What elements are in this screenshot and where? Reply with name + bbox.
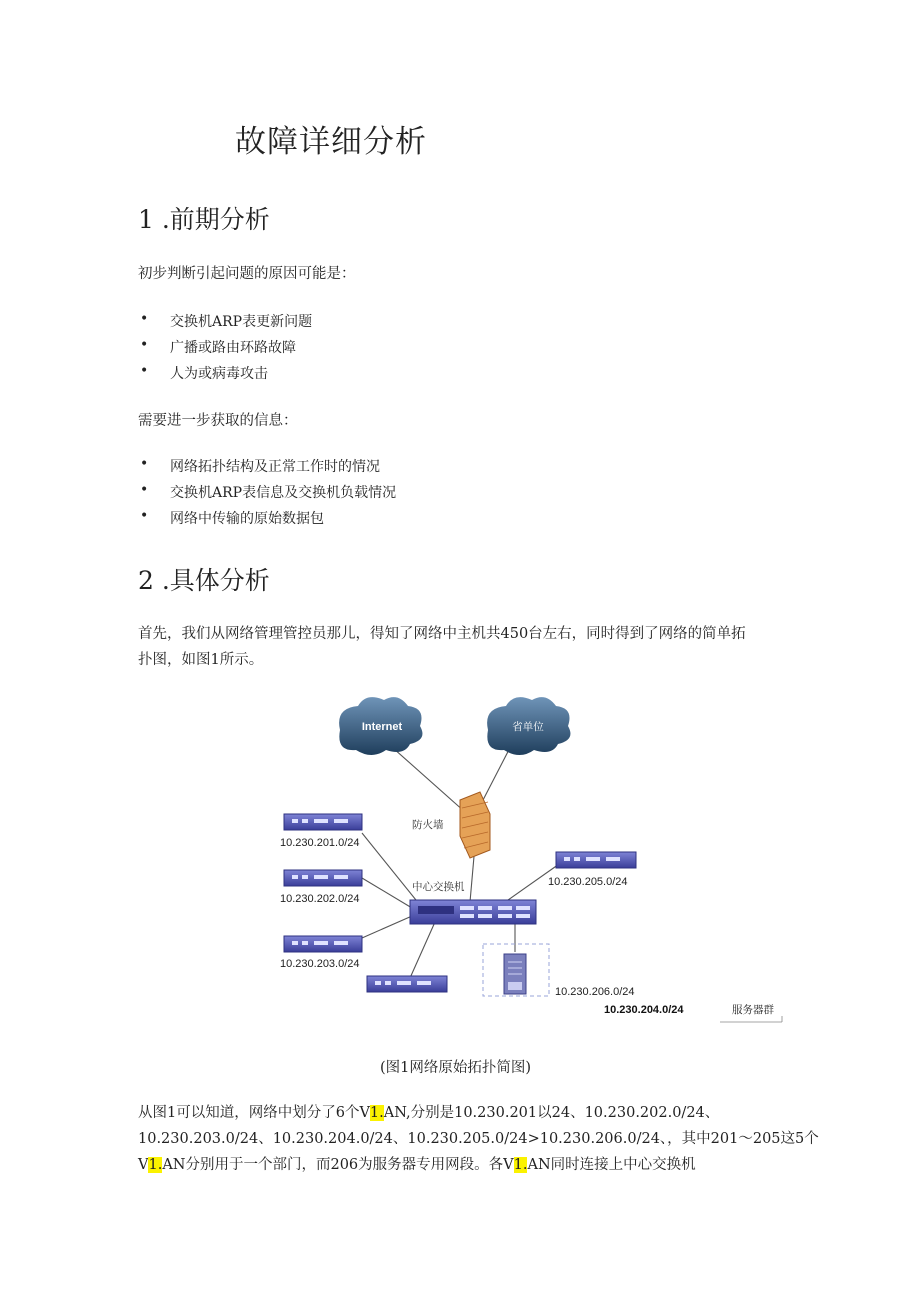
paragraph-line: 从图1可以知道，网络中划分了6个V1.AN,分别是10.230.201以24、10.230.202.0/24、 xyxy=(138,1105,720,1121)
internet-cloud-icon xyxy=(339,697,422,755)
list-item: • 网络中传输的原始数据包 xyxy=(140,508,324,527)
province-label: 省单位 xyxy=(512,721,544,733)
page-title: 故障详细分析 xyxy=(235,124,427,160)
switch-204-icon xyxy=(367,976,447,992)
net204-label: 10.230.204.0/24 xyxy=(604,1004,684,1016)
net201-label: 10.230.201.0/24 xyxy=(280,837,360,849)
highlight-mark: 1. xyxy=(369,1105,384,1121)
switch-205-icon xyxy=(556,852,636,868)
net203-label: 10.230.203.0/24 xyxy=(280,958,360,970)
server-group-label: 服务器群 xyxy=(732,1004,774,1016)
firewall-label: 防火墙 xyxy=(412,819,444,831)
need-label: 需要进一步获取的信息： xyxy=(138,413,298,429)
paragraph-line: 首先，我们从网络管理管控员那儿，得知了网络中主机共450台左右，同时得到了网络的简单拓 xyxy=(138,626,746,642)
figure-caption: (图1网络原始拓扑简图) xyxy=(380,1060,532,1076)
section1-heading: 1 .前期分析 xyxy=(138,205,270,234)
net206-label: 10.230.206.0/24 xyxy=(555,986,635,998)
highlight-mark: 1. xyxy=(148,1157,163,1173)
list-item: • 交换机ARP表更新问题 xyxy=(140,311,313,330)
firewall-icon xyxy=(412,792,490,858)
internet-label: Internet xyxy=(361,721,403,733)
switch-203-icon xyxy=(284,936,362,952)
net202-label: 10.230.202.0/24 xyxy=(280,893,360,905)
paragraph-line: 10.230.203.0/24、10.230.204.0/24、10.230.205.0/24>10.230.206.0/24、，其中201～205这5个 xyxy=(138,1131,819,1147)
list-item: • 交换机ARP表信息及交换机负载情况 xyxy=(140,482,397,501)
list-item: • 网络拓扑结构及正常工作时的情况 xyxy=(140,456,380,475)
network-topology-diagram xyxy=(270,690,790,1025)
province-cloud-icon xyxy=(487,697,570,755)
server-icon xyxy=(504,954,526,994)
switch-201-icon xyxy=(284,814,362,830)
link-lines xyxy=(362,732,562,978)
list-item: • 广播或路由环路故障 xyxy=(140,337,296,356)
paragraph-line: V1.AN分别用于一个部门，而206为服务器专用网段。各V1.AN同时连接上中心交换机 xyxy=(138,1157,696,1173)
section1-intro: 初步判断引起问题的原因可能是： xyxy=(138,266,356,282)
switch-202-icon xyxy=(284,870,362,886)
core-switch-label: 中心交换机 xyxy=(412,881,465,893)
section2-heading: 2 .具体分析 xyxy=(138,566,270,595)
core-switch-icon xyxy=(410,900,536,924)
net205-label: 10.230.205.0/24 xyxy=(548,876,628,888)
list-item: • 人为或病毒攻击 xyxy=(140,363,268,382)
highlight-mark: 1. xyxy=(513,1157,528,1173)
paragraph-line: 扑图，如图1所示。 xyxy=(138,652,264,668)
